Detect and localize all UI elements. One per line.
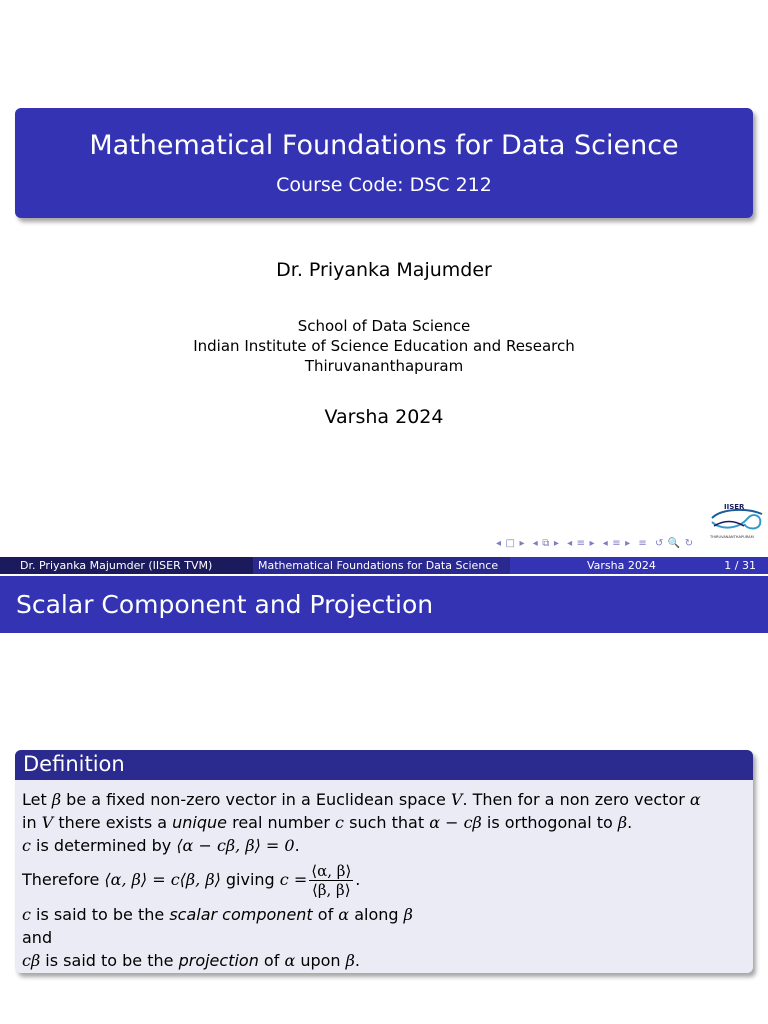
logo-subtext: THIRUVANANTHAPURAM [710, 535, 754, 539]
footer-page-number: 1 / 31 [724, 559, 756, 572]
navigation-symbols[interactable] [496, 538, 764, 552]
presentation-date: Varsha 2024 [324, 406, 444, 428]
footer-date: Varsha 2024 [587, 559, 656, 572]
nav-next-icon[interactable]: ▸ [589, 538, 596, 549]
definition-line: Therefore ⟨α, β⟩ = c⟨β, β⟩ giving c = $\frac{⟨\alpha, \beta⟩}{⟨\beta, \beta⟩}$ . [22, 862, 361, 899]
institute [0, 316, 768, 376]
nav-back-icon[interactable]: ↺ [654, 538, 664, 549]
footer-title: Mathematical Foundations for Data Science [253, 557, 510, 574]
definition-line: and [22, 928, 53, 947]
content-slide [0, 576, 768, 1024]
definition-header [15, 750, 753, 780]
nav-next-icon[interactable]: ▸ [625, 538, 631, 549]
frame-title-bar [0, 576, 768, 633]
nav-forward-icon[interactable]: ↻ [684, 538, 694, 549]
nav-subsection-icon[interactable]: ⧉ [542, 538, 550, 549]
nav-next-icon[interactable]: ▸ [553, 538, 560, 549]
definition-block [15, 750, 753, 973]
presentation-title: Mathematical Foundations for Data Science [89, 130, 679, 161]
nav-prev-icon[interactable]: ◂ [567, 538, 573, 549]
nav-prev-icon[interactable]: ◂ [532, 538, 539, 549]
definition-line: c is determined by ⟨α − cβ, β⟩ = 0. [22, 836, 300, 855]
frame-title: Scalar Component and Projection [16, 590, 434, 619]
nav-prev-icon[interactable]: ◂ [602, 538, 609, 549]
institute-line: School of Data Science [297, 317, 471, 335]
logo-text: IISER [724, 503, 745, 511]
nav-section-icon[interactable]: ≡ [576, 538, 586, 549]
definition-line: cβ is said to be the projection of α upon β. [22, 951, 360, 970]
definition-title: Definition [23, 752, 125, 776]
footline [0, 557, 768, 574]
nav-doc-icon[interactable]: ≡ [638, 538, 648, 549]
nav-search-icon[interactable]: 🔍 [667, 538, 681, 549]
footer-author: Dr. Priyanka Majumder (IISER TVM) [0, 557, 253, 574]
nav-section-icon[interactable]: ≡ [612, 538, 622, 549]
footer-right [510, 557, 768, 574]
iiser-logo [708, 500, 766, 540]
institute-line: Thiruvananthapuram [304, 357, 464, 375]
nav-frame-icon[interactable]: □ [505, 538, 516, 549]
scalar-fraction: $\frac{⟨\alpha, \beta⟩}{⟨\beta, \beta⟩}$ [311, 862, 352, 899]
nav-prev-icon[interactable]: ◂ [496, 538, 502, 549]
institute-line: Indian Institute of Science Education and Research [193, 337, 575, 355]
definition-line: c is said to be the scalar component of α along β [22, 905, 413, 924]
title-block [15, 108, 753, 218]
definition-line: Let β be a fixed non-zero vector in a Euclidean space V. Then for a non zero vector α [22, 790, 701, 809]
nav-next-icon[interactable]: ▸ [519, 538, 526, 549]
course-code: Course Code: DSC 212 [276, 174, 492, 196]
definition-body [22, 788, 748, 972]
definition-line: in V there exists a unique real number c such that α − cβ is orthogonal to β. [22, 813, 633, 832]
author-name: Dr. Priyanka Majumder [276, 259, 492, 281]
